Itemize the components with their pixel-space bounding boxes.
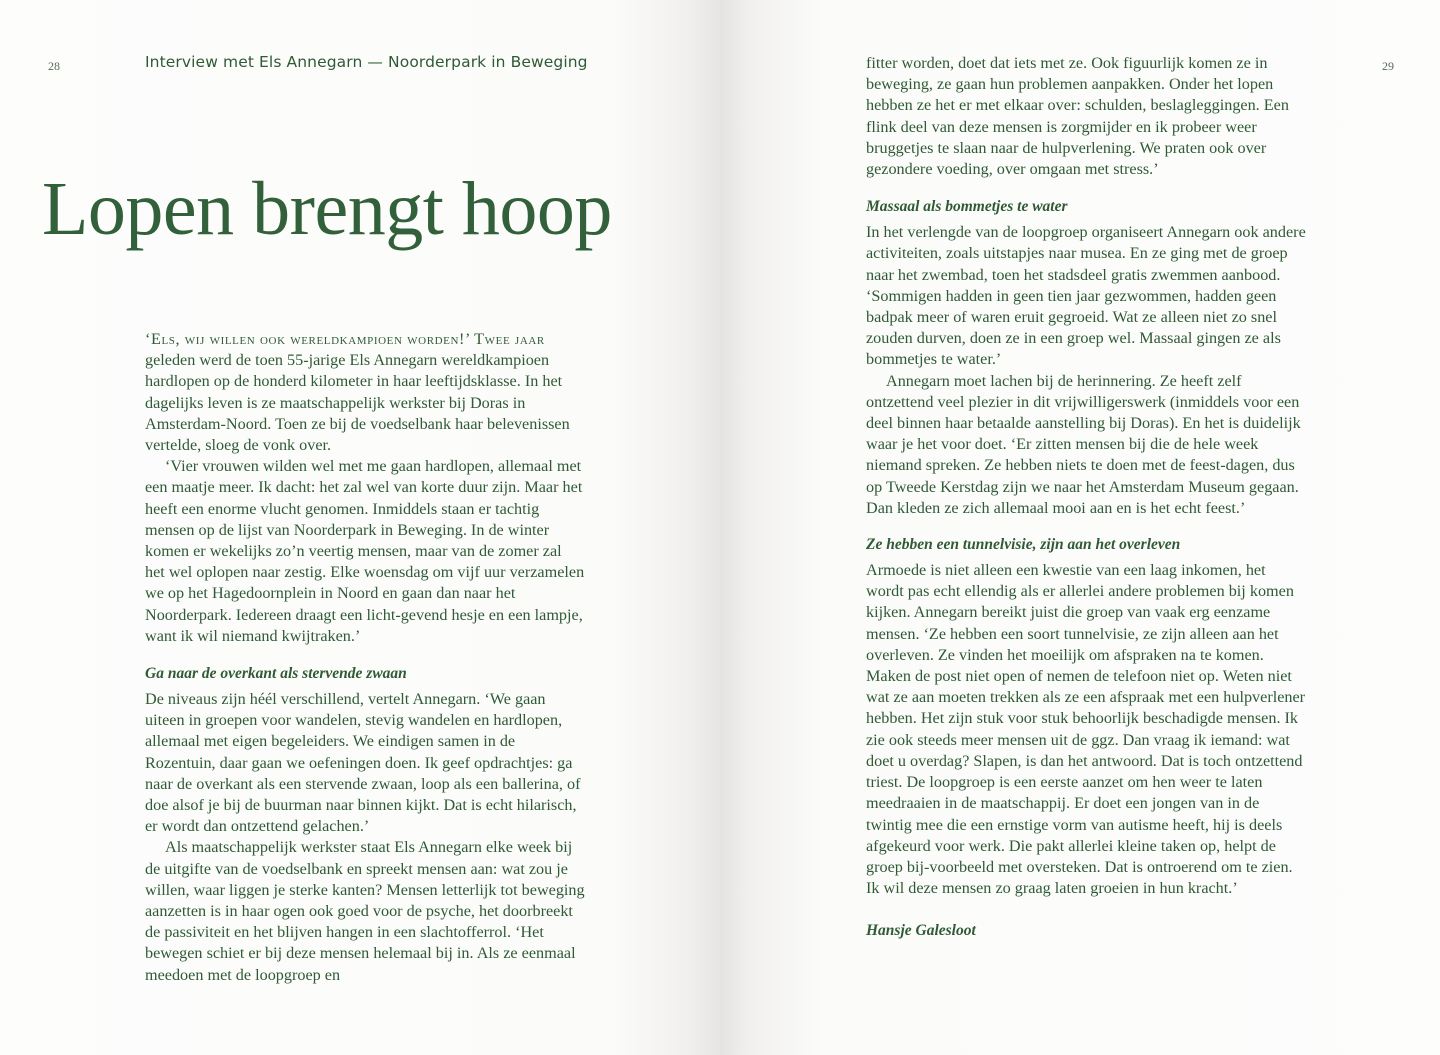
author-signature: Hansje Galesloot [866,922,976,940]
left-column [145,329,585,986]
right-column [866,53,1306,942]
intro-rest: geleden werd de toen 55-jarige Els Annegarn wereldkampioen hardlopen op de honderd kilometer in haar leeftijdsklasse. In het dagelijks leven is ze maatschappelijk werkster bij Doras in Amsterdam-Noord. Toen ze bij de voedselbank haar belevenissen vertelde, sloeg de vonk over. [145,351,570,455]
section-heading: Ga naar de overkant als stervende zwaan [145,665,407,683]
right-page [720,0,1440,1055]
page-number-left: 28 [48,59,60,73]
body-paragraph: ‘Vier vrouwen wilden wel met me gaan hardlopen, allemaal met een maatje meer. Ik dacht: het zal wel van korte duur zijn. Maar het heeft een enorme vlucht genomen. Inmiddels staan er tachtig mensen op de lijst van Noorderpark in Beweging. In de winter komen er wekelijks zo’n veertig mensen, maar van de zomer zal het wel oplopen naar zestig. Elke woensdag om vijf uur verzamelen we op het Hagedoornplein in Noord en gaan dan naar het Noorderpark. Iedereen draagt een licht-gevend hesje en een lampje, want ik wil niemand kwijtraken.’ [145,457,585,645]
page-number-right: 29 [1382,59,1394,73]
running-head: Interview met Els Annegarn — Noorderpark in Beweging [145,53,588,71]
body-paragraph: Als maatschappelijk werkster staat Els Annegarn elke week bij de uitgifte van de voedselbank en spreekt mensen aan: wat zou je willen, waar liggen je sterke kanten? Mensen letterlijk tot beweging aanzetten is in haar ogen ook goed voor de psyche, het doorbreekt de passiviteit en het blijven hangen in een slachtofferrol. ‘Het bewegen schiet er bij deze mensen helemaal bij in. Als ze eenmaal meedoen met de loopgroep en [145,838,585,984]
intro-paragraph [145,329,585,456]
body-paragraph: Armoede is niet alleen een kwestie van een laag inkomen, het wordt pas echt ellendig als er allerlei andere problemen bij komen kijken. Annegarn bereikt juist die groep van vaak erg eenzame mensen. ‘Ze hebben een soort tunnelvisie, ze zijn alleen aan het overleven. Ze vinden het moeilijk om afspraken na te komen. Maken de post niet open of nemen de telefoon niet op. Weten niet wat ze aan moeten trekken als ze een afspraak met een hulpverlener hebben. Het zijn stuk voor stuk behoorlijk beschadigde mensen. Ik zie ook steeds meer mensen uit de ggz. Dan vraag ik iemand: wat doet u overdag? Slapen, is dan het antwoord. Dat is toch ontzettend triest. De loopgroep is een eerste aanzet om hen weer te laten meedraaien in de maatschappij. Er doet een jongen van in de twintig mee die een ernstige vorm van autisme heeft, hij is deels afgekeurd voor werk. Die pakt allerlei kleine taken op, helpt de groep bij-voorbeeld met oversteken. Dat is ontroerend om te zien. Ik wil deze mensen zo graag laten groeien in hun kracht.’ [866,561,1306,898]
article-title: Lopen brengt hoop [42,167,612,251]
body-paragraph: De niveaus zijn héél verschillend, vertelt Annegarn. ‘We gaan uiteen in groepen voor wandelen, stevig wandelen en hardlopen, allemaal met eigen begeleiders. We eindigen samen in de Rozentuin, daar gaan we oefeningen doen. Ik geef opdrachtjes: ga naar de overkant als een stervende zwaan, loop als een ballerina, of doe alsof je bij de buurman naar binnen kijkt. Dat is echt hilarisch, er wordt dan ontzettend gelachen.’ [145,690,581,836]
intro-lead-smallcaps: ‘Els, wij willen ook wereldkampioen worden!’ Twee jaar [145,330,545,348]
section-heading: Massaal als bommetjes te water [866,198,1068,216]
body-paragraph: In het verlengde van de loopgroep organiseert Annegarn ook andere activiteiten, zoals uitstapjes naar musea. En ze ging met de groep naar het zwembad, toen het stadsdeel gratis zwemmen aanbood. ‘Sommigen hadden in geen tien jaar gezwommen, hadden geen badpak meer of waren eruit gegroeid. Wat ze alleen niet zo snel zouden durven, doen ze in een groep wel. Massaal gingen ze als bommetjes te water.’ [866,223,1306,369]
body-paragraph: Annegarn moet lachen bij de herinnering. Ze heeft zelf ontzettend veel plezier in dit vrijwilligerswerk (inmiddels voor een deel binnen haar betaalde aanstelling bij Doras). En het is duidelijk waar je het voor doet. ‘Er zitten mensen bij die de hele week niemand spreken. Ze hebben niets te doen met de feest-dagen, dus op Tweede Kerstdag zijn we naar het Amsterdam Museum gegaan. Dan kleden ze zich allemaal mooi aan en is het echt feest.’ [866,371,1301,517]
section-heading: Ze hebben een tunnelvisie, zijn aan het overleven [866,536,1181,554]
body-paragraph: fitter worden, doet dat iets met ze. Ook figuurlijk komen ze in beweging, ze gaan hun problemen aanpakken. Onder het lopen hebben ze het er met elkaar over: schulden, beslagleggingen. Een flink deel van deze mensen is zorgmijder en ik probeer weer bruggetjes te slaan naar de hulpverlening. We praten ook over gezondere voeding, over omgaan met stress.’ [866,54,1289,179]
